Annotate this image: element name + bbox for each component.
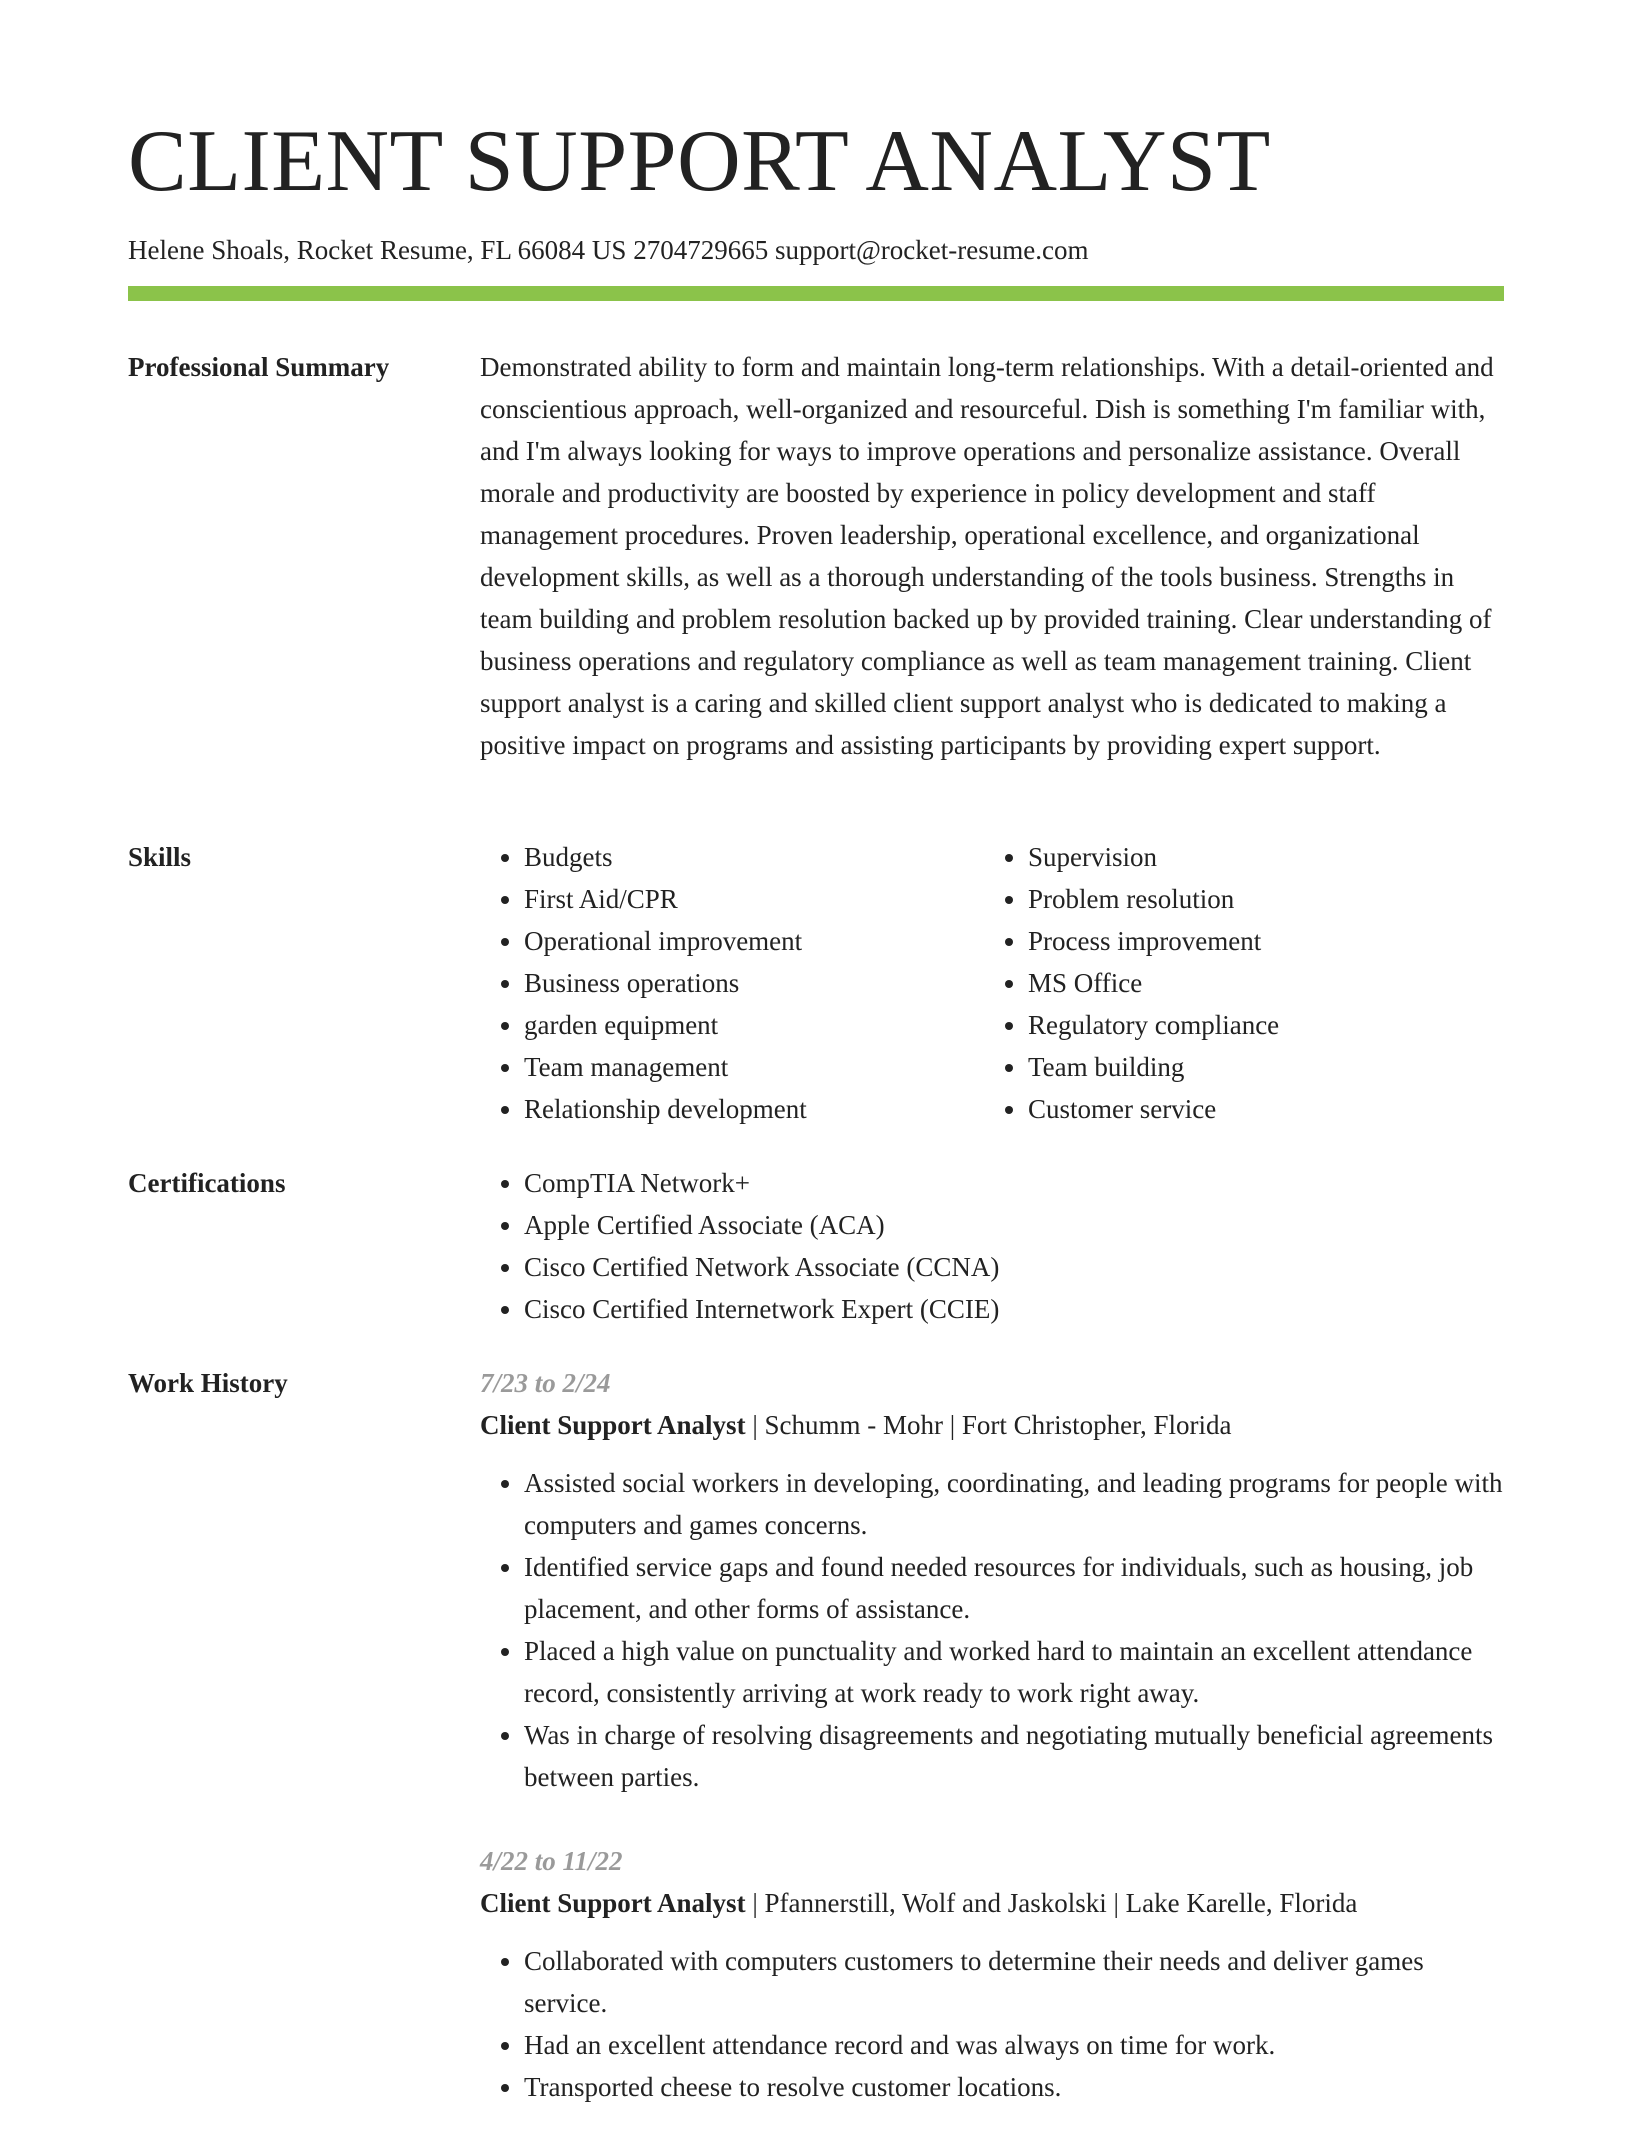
skills-list-right — [984, 836, 1532, 1130]
list-item: • CompTIA Network+ — [524, 1162, 1504, 1204]
contact-line: Helene Shoals, Rocket Resume, FL 66084 US 2704729665 support@rocket-resume.com — [128, 235, 1089, 265]
list-item: • Budgets — [524, 836, 1028, 878]
list-item: • Identified service gaps and found needed resources for individuals, such as housing, job placement, and other forms of assistance. — [524, 1546, 1504, 1630]
list-item: • Regulatory compliance — [1028, 1004, 1532, 1046]
list-item: • Process improvement — [1028, 920, 1532, 962]
list-item: • First Aid/CPR — [524, 878, 1028, 920]
list-item: • Customer service — [1028, 1088, 1532, 1130]
list-item: • Cisco Certified Network Associate (CCNA) — [524, 1246, 1504, 1288]
skills-list-left — [480, 836, 1028, 1130]
job-details: | Schumm - Mohr | Fort Christopher, Florida — [745, 1410, 1232, 1440]
skills-label: Skills — [128, 842, 192, 872]
certifications-label: Certifications — [128, 1168, 286, 1198]
job-details: | Pfannerstill, Wolf and Jaskolski | Lake Karelle, Florida — [745, 1888, 1358, 1918]
summary-text: Demonstrated ability to form and maintain long-term relationships. With a detail-oriented and conscientious approach, well-organized and resourceful. Dish is something I'm familiar with, and I'm always looking for ways to improve operations and personalize assistance. Overall morale and productivity are boosted by experience in policy development and staff management procedures. Proven leadership, operational excellence, and organizational development skills, as well as a thorough understanding of the tools business. Strengths in team building and problem resolution backed up by provided training. Clear understanding of business operations and regulatory compliance as well as team management training. Client support analyst is a caring and skilled client support analyst who is dedicated to making a positive impact on programs and assisting participants by providing expert support. — [480, 352, 1494, 760]
job-bullets — [480, 1940, 1504, 2108]
list-item: • garden equipment — [524, 1004, 1028, 1046]
work-history-label: Work History — [128, 1368, 288, 1398]
list-item: • Was in charge of resolving disagreements and negotiating mutually beneficial agreements between parties. — [524, 1714, 1504, 1798]
list-item: • Relationship development — [524, 1088, 1028, 1130]
job-title-line — [480, 1882, 1504, 1924]
list-item: • Had an excellent attendance record and was always on time for work. — [524, 2024, 1504, 2066]
summary-label: Professional Summary — [128, 352, 390, 382]
job-entry — [480, 1840, 1504, 2108]
list-item: • Team building — [1028, 1046, 1532, 1088]
job-bullets — [480, 1462, 1504, 1798]
job-dates: 7/23 to 2/24 — [480, 1368, 611, 1398]
job-title-line — [480, 1404, 1504, 1446]
list-item: • MS Office — [1028, 962, 1532, 1004]
list-item: • Collaborated with computers customers to determine their needs and deliver games service. — [524, 1940, 1504, 2024]
list-item: • Supervision — [1028, 836, 1532, 878]
header-divider — [128, 286, 1504, 301]
list-item: • Cisco Certified Internetwork Expert (CCIE) — [524, 1288, 1504, 1330]
job-dates: 4/22 to 11/22 — [480, 1846, 623, 1876]
work-history-body — [480, 1362, 1504, 2150]
list-item: • Team management — [524, 1046, 1028, 1088]
job-role: Client Support Analyst — [480, 1888, 746, 1918]
resume-title: CLIENT SUPPORT ANALYST — [128, 113, 1271, 210]
summary-body — [480, 346, 1504, 766]
job-role: Client Support Analyst — [480, 1410, 746, 1440]
list-item: • Apple Certified Associate (ACA) — [524, 1204, 1504, 1246]
list-item: • Operational improvement — [524, 920, 1028, 962]
list-item: • Transported cheese to resolve customer locations. — [524, 2066, 1504, 2108]
certifications-body — [480, 1162, 1504, 1330]
list-item: • Assisted social workers in developing, coordinating, and leading programs for people with computers and games concerns. — [524, 1462, 1504, 1546]
certifications-list — [480, 1162, 1504, 1330]
list-item: • Placed a high value on punctuality and worked hard to maintain an excellent attendance record, consistently arriving at work ready to work right away. — [524, 1630, 1504, 1714]
list-item: • Business operations — [524, 962, 1028, 1004]
job-entry — [480, 1362, 1504, 1798]
list-item: • Problem resolution — [1028, 878, 1532, 920]
